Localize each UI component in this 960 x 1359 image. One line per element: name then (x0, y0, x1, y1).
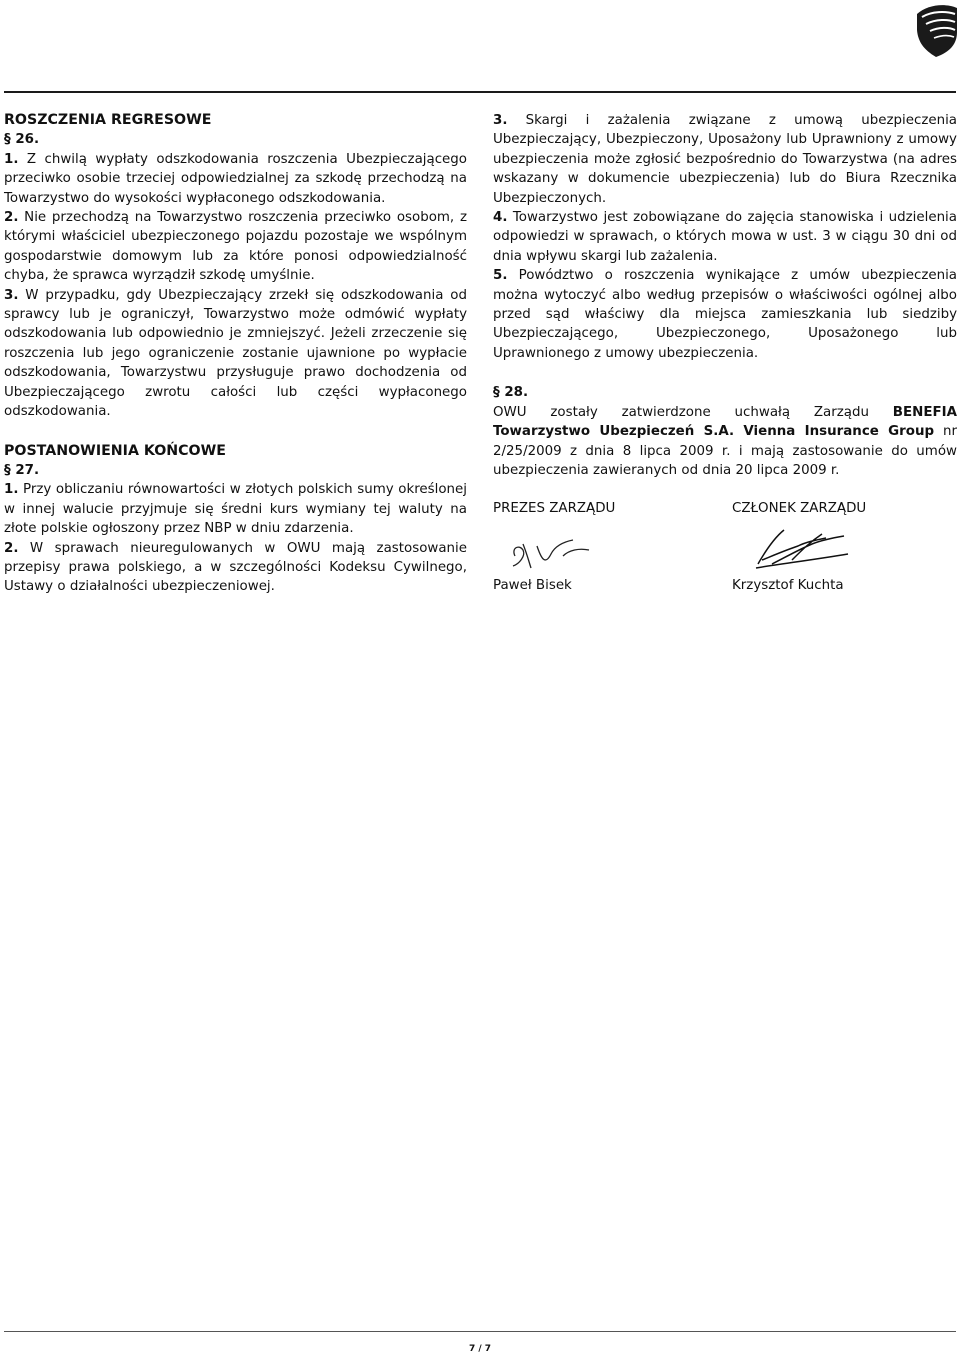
signature-title: PREZES ZARZĄDU (493, 501, 616, 516)
section-heading-regres: ROSZCZENIA REGRESOWE (4, 112, 212, 128)
section-heading-final: POSTANOWIENIA KOŃCOWE (4, 442, 226, 459)
clause-text: Towarzystwo jest zobowiązane do zajęcia stanowiska i udzielenia odpowiedzi w sprawach, o których mowa w ust. 3 w ciągu 30 dni od dnia wpływu skargi lub zażalenia. (493, 210, 957, 264)
clause-number: 3. (493, 113, 508, 128)
clause-26-1 (4, 150, 467, 208)
signature-title: CZŁONEK ZARZĄDU (732, 501, 867, 516)
clause-number: 2. (4, 210, 19, 226)
approval-text (493, 403, 957, 481)
approval-text-part: OWU zostały zatwierdzone uchwałą Zarządu (493, 404, 893, 420)
clause-27-1 (4, 480, 467, 538)
clause-27-2 (4, 539, 467, 597)
paragraph-27: § 27. (4, 462, 40, 478)
footer-rule (4, 1331, 956, 1332)
benefia-shield-logo-icon (914, 2, 958, 58)
paragraph-28: § 28. (493, 385, 529, 401)
signature-block-president (493, 499, 693, 595)
signatory-name: Paweł Bisek (493, 578, 572, 593)
clause-number: 4. (493, 210, 508, 226)
paragraph-26: § 26. (4, 132, 40, 148)
clause-number: 3. (4, 287, 19, 303)
clause-text: Powództwo o roszczenia wynikające z umów ubezpieczenia można wytoczyć albo według przepisów o właściwości ogólnej albo przed sąd właściwy dla miejsca zamieszkania lub siedziby Ubezpieczającego, Ubezpieczonego, Uposażonego lub Uprawnionego z umowy ubezpieczenia. (493, 268, 957, 361)
clause-number: 5. (493, 268, 508, 284)
clause-27-5 (493, 266, 957, 363)
approval-text-part: nr 2/25/2009 z dnia 8 lipca 2009 r. i mają zastosowanie do umów ubezpieczenia zawieranych od dnia 20 lipca 2009 r. (493, 424, 957, 478)
company-name: BENEFIA Towarzystwo Ubezpieczeń S.A. Vienna Insurance Group (493, 404, 957, 440)
left-column (4, 111, 467, 597)
header-rule (4, 91, 956, 93)
clause-text: Skargi i zażalenia związane z umową ubezpieczenia Ubezpieczający, Ubezpieczony, Uposażony lub Uprawniony z umowy ubezpieczenia może zgłosić bezpośrednio do Towarzystwa (na adres wskazany w dokumencie ubezpieczenia) lub do Biura Rzecznika Ubezpieczonych. (493, 113, 957, 206)
right-column (493, 111, 957, 480)
signature-block-member (732, 499, 952, 595)
clause-26-3 (4, 286, 467, 422)
clause-text: Nie przechodzą na Towarzystwo roszczenia przeciwko osobom, z którymi właściciel ubezpieczonego pojazdu pozostaje we wspólnym gospodarstwie domowym lub za które ponosi odpowiedzialność chyba, że sprawca wyrządził szkodę umyślnie. (4, 210, 467, 284)
signatory-name: Krzysztof Kuchta (732, 578, 844, 593)
handwritten-signature-icon (732, 520, 862, 576)
clause-27-4 (493, 208, 957, 266)
clause-number: 1. (4, 151, 19, 167)
page-number: 7 / 7 (468, 1344, 492, 1354)
handwritten-signature-icon (493, 520, 603, 576)
clause-number: 2. (4, 540, 19, 556)
clause-text: W przypadku, gdy Ubezpieczający zrzekł się odszkodowania od sprawcy lub je ograniczył, Towarzystwo może odmówić wypłaty odszkodowania lub odpowiednio je zmniejszyć. Jeżeli zrzeczenie się roszczenia lub jego ograniczenie zostanie ujawnione po wypłacie odszkodowania, Towarzystwu przysługuje prawo dochodzenia od Ubezpieczającego zwrotu całości lub części wypłaconego odszkodowania. (4, 287, 467, 420)
clause-text: W sprawach nieuregulowanych w OWU mają zastosowanie przepisy prawa polskiego, a w szczególności Kodeksu Cywilnego, Ustawy o działalności ubezpieczeniowej. (4, 540, 467, 595)
clause-text: Przy obliczaniu równowartości w złotych polskich sumy określonej w innej walucie przyjmuje się średni kurs wymiany tej waluty na złote polskie ogłoszony przez NBP w dniu zdarzenia. (4, 482, 467, 537)
clause-number: 1. (4, 482, 19, 498)
clause-26-2 (4, 208, 467, 286)
clause-text: Z chwilą wypłaty odszkodowania roszczenia Ubezpieczającego przeciwko osobie trzeciej odpowiedzialnej za szkodę przechodzą na Towarzystwo do wysokości wypłaconego odszkodowania. (4, 151, 467, 206)
clause-27-3 (493, 111, 957, 208)
